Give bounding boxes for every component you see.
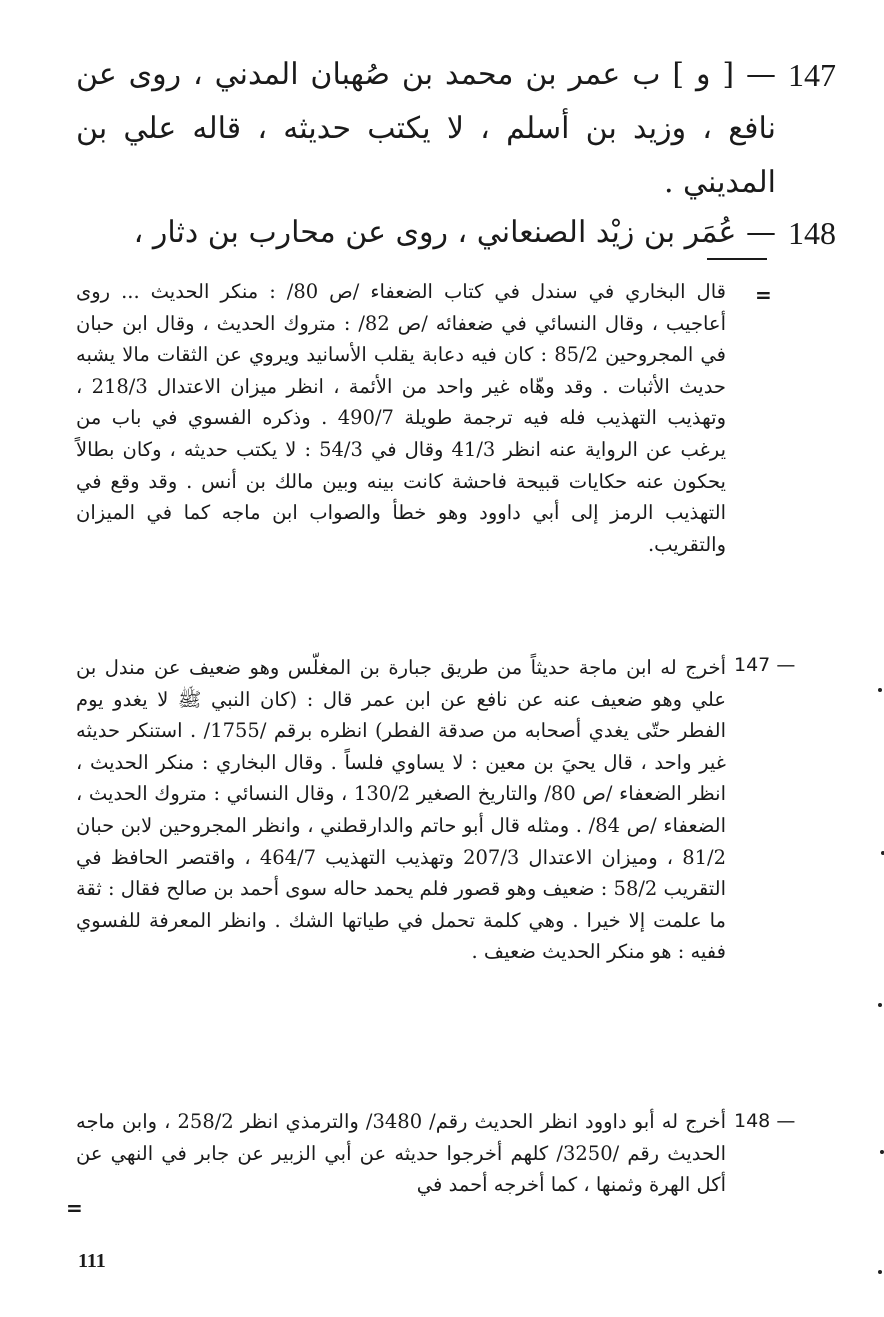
footnote-number-148: [734, 1110, 795, 1132]
entry-number: 147: [788, 57, 836, 93]
scan-speck: [878, 688, 882, 692]
footnote-147: [76, 652, 726, 968]
scan-speck: [878, 1270, 882, 1274]
entry-text: — [ و ] ب عمر بن محمد بن صُهبان المدني ، روى عن نافع ، وزيد بن أسلم ، لا يكتب حديثه ، قاله علي بن المديني .: [76, 57, 776, 200]
entry-text: — عُمَر بن زيْد الصنعاني ، روى عن محارب بن دثار ،: [133, 215, 776, 250]
footnote-divider: [707, 258, 767, 260]
footnote-text: أخرج له أبو داوود انظر الحديث رقم/ 3480/ والترمذي انظر 258/2 ، وابن ماجه الحديث رقم /3250/ كلهم أخرجوا حديثه عن أبي الزبير عن جابر في النهي عن أكل الهرة وثمنها ، كما أخرجه أحمد في: [76, 1110, 726, 1197]
main-entry-148: [76, 206, 836, 260]
footnote-text: قال البخاري في سندل في كتاب الضعفاء /ص 80/ : منكر الحديث ... روى أعاجيب ، وقال النسائي في ضعفائه /ص 82/ : متروك الحديث ، وقال ابن حبان في المجروحين 85/2 : كان فيه دعابة يقلب الأسانيد ويروي عن الثقات مالا يشبه حديث الأثبات . وقد وهّاه غير واحد من الأئمة ، انظر ميزان الاعتدال 218/3 ، وتهذيب التهذيب فله فيه ترجمة طويلة 490/7 . وذكره الفسوي في باب من يرغب عن الرواية عنه انظر 41/3 وقال في 54/3 : لا يكتب حديثه ، وكان بطالاً يحكون عنه حكايات قبيحة فاحشة كانت بينه وبين مالك بن أنس . وقد وقع في التهذيب الرمز إلى أبي داوود وهو خطأ والصواب ابن ماجه كما في الميزان والتقريب.: [76, 280, 727, 556]
trailing-marker: =: [66, 1196, 83, 1220]
footnote-number: 148: [734, 1110, 771, 1132]
footnote-148: [76, 1106, 726, 1201]
footnote-number: 147: [734, 654, 771, 676]
footnote-continuation: [76, 276, 726, 560]
footnote-dash: —: [776, 654, 796, 676]
footnote-dash: —: [776, 1110, 796, 1132]
main-entry-147: [76, 48, 836, 210]
footnote-text: أخرج له ابن ماجة حديثاً من طريق جبارة بن المغلّس وهو ضعيف عن مندل بن علي وهو ضعيف عنه عن نافع عن ابن عمر قال : (كان النبي ﷺ لا يغدو يوم الفطر حتّى يغدي أصحابه من صدقة الفطر) انظره برقم /1755/ . استنكر حديثه غير واحد ، قال يحيَ بن معين : لا يساوي فلساً . وقال البخاري : منكر الحديث ، انظر الضعفاء /ص 80/ والتاريخ الصغير 130/2 ، وقال النسائي : متروك الحديث ، الضعفاء /ص 84/ . ومثله قال أبو حاتم والدارقطني ، وانظر المجروحين لابن حبان 81/2 ، وميزان الاعتدال 207/3 وتهذيب التهذيب 464/7 ، واقتصر الحافظ في التقريب 58/2 : ضعيف وهو قصور فلم يحمد حاله سوى أحمد بن صالح فقال : ثقة ما علمت إلا خيرا . وهي كلمة تحمل في طياتها الشك . وانظر المعرفة للفسوي ففيه : هو منكر الحديث ضعيف .: [76, 656, 727, 964]
scan-speck: [880, 1150, 884, 1154]
footnote-number-147: [734, 654, 795, 676]
entry-number: 148: [788, 215, 836, 251]
scan-speck: [878, 1003, 882, 1007]
page-number: 111: [78, 1250, 106, 1272]
continuation-marker: =: [755, 283, 772, 307]
